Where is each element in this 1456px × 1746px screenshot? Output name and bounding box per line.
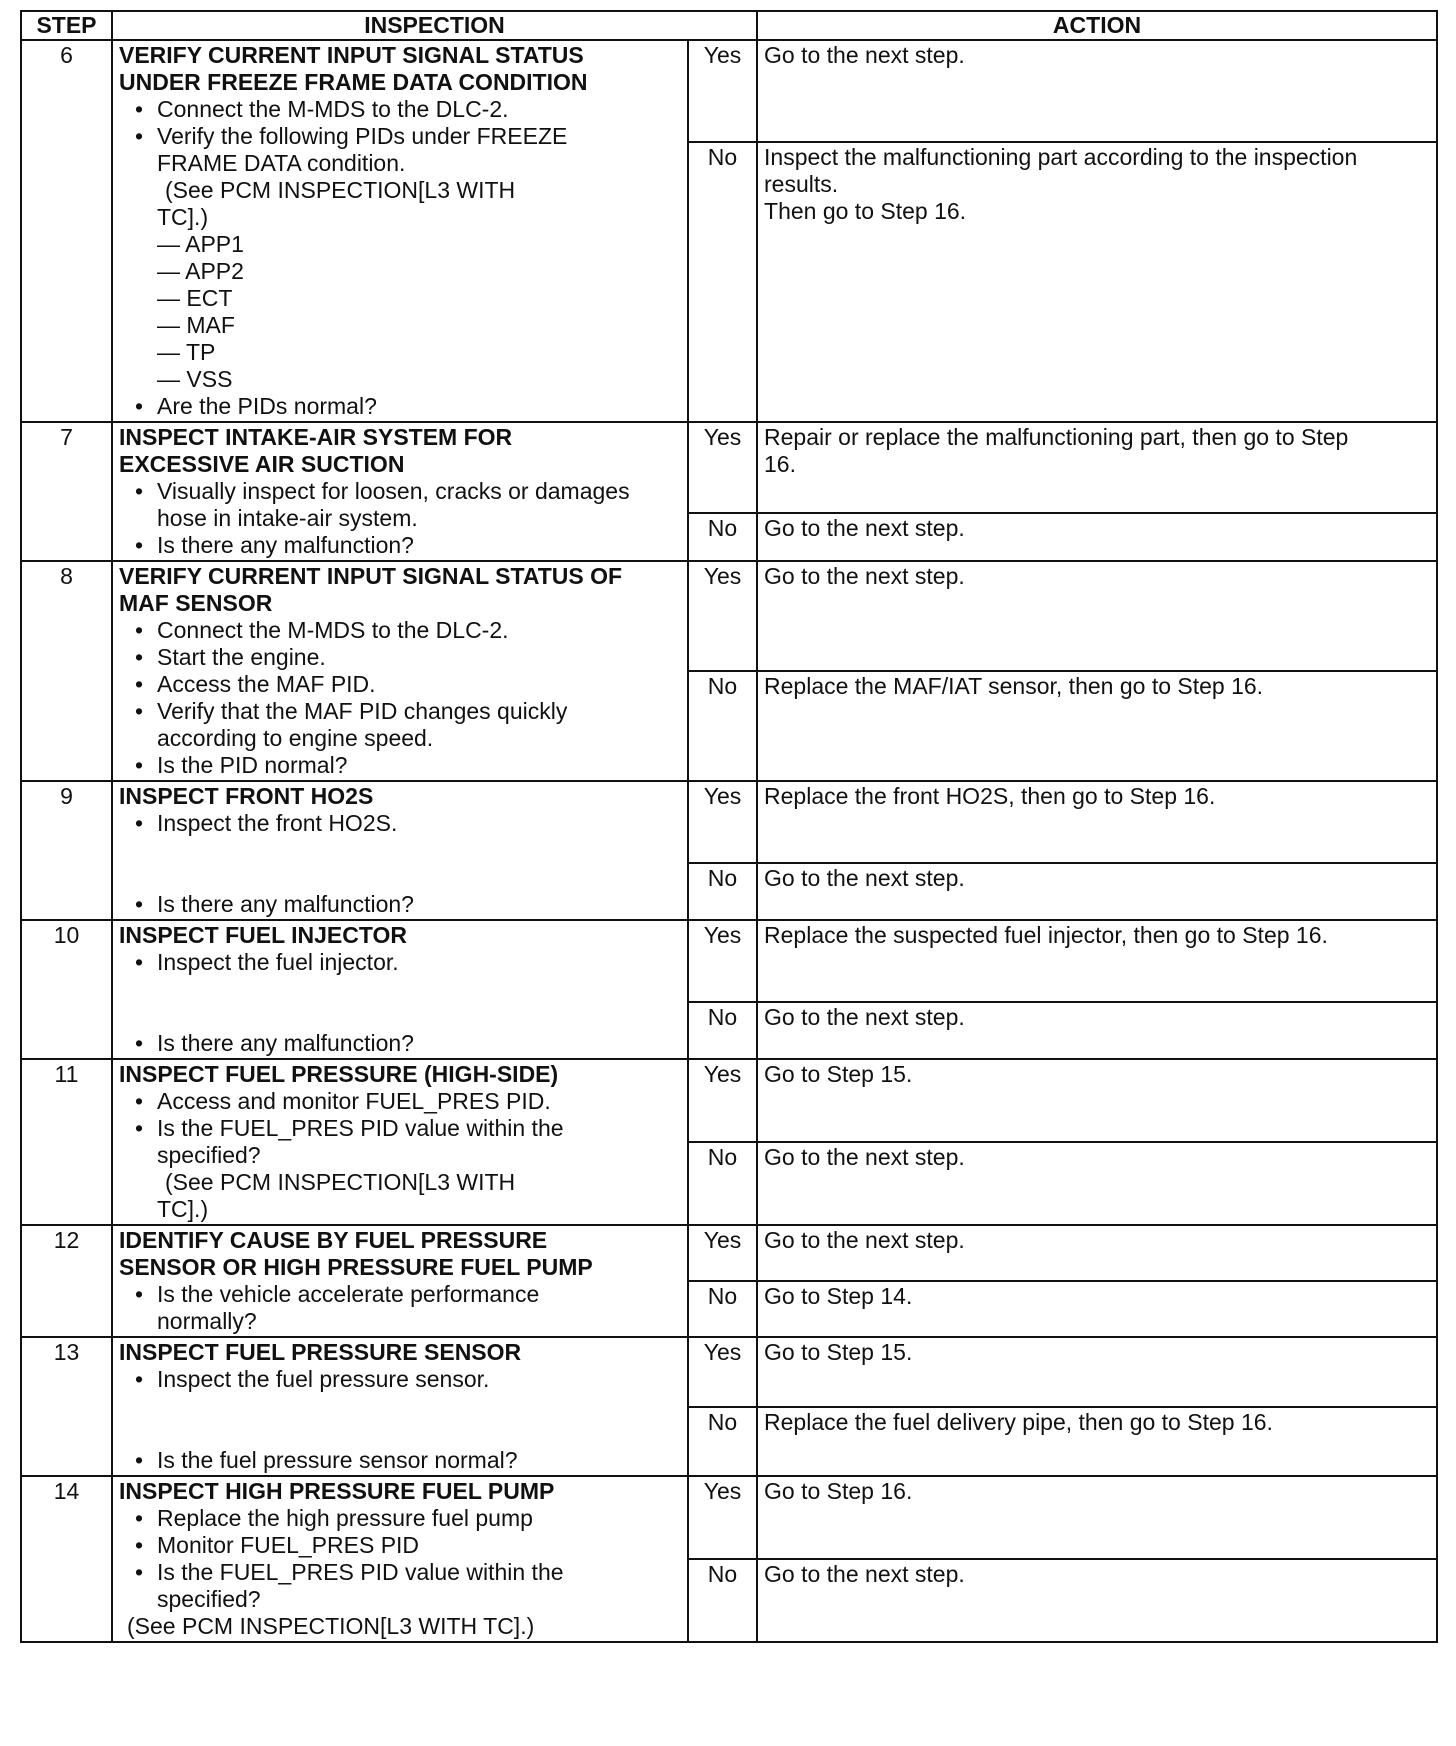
step-7-yes-row: [21, 422, 1437, 513]
line: results.: [764, 171, 839, 198]
yes-action: Go to Step 15.: [757, 1059, 1437, 1142]
step-number: 9: [21, 781, 112, 920]
no-action: Go to Step 14.: [757, 1281, 1437, 1337]
step-title: INSPECT FUEL PRESSURE SENSOR: [119, 1339, 522, 1365]
inspection-cell: [112, 422, 688, 561]
no-label: No: [688, 1002, 757, 1059]
list-item: • Inspect the front HO2S.: [127, 810, 681, 837]
list-item: • Is the PID normal?: [127, 752, 681, 779]
no-action: Go to the next step.: [757, 1142, 1437, 1225]
inspection-list: [119, 1447, 681, 1474]
table-header-row: [21, 11, 1437, 40]
inspection-cell: [112, 781, 688, 920]
step-title: IDENTIFY CAUSE BY FUEL PRESSURE: [119, 1227, 548, 1253]
step-number: 11: [21, 1059, 112, 1225]
no-action: Go to the next step.: [757, 1559, 1437, 1642]
inspection-list: [119, 96, 681, 177]
yes-action: Go to the next step.: [757, 561, 1437, 671]
step-title: VERIFY CURRENT INPUT SIGNAL STATUS OF: [119, 563, 623, 589]
no-label: No: [688, 863, 757, 920]
list-item: [127, 1559, 681, 1613]
list-item: [127, 1115, 681, 1169]
line: • Is the vehicle accelerate performance: [157, 1281, 540, 1307]
line: • Is the FUEL_PRES PID value within the: [157, 1559, 564, 1585]
no-action: [757, 142, 1437, 422]
step-number: 6: [21, 40, 112, 422]
step-number: 7: [21, 422, 112, 561]
no-label: No: [688, 671, 757, 781]
inspection-list: [119, 949, 681, 976]
line: • Visually inspect for loosen, cracks or damages: [157, 478, 630, 504]
inspection-list: [119, 1366, 681, 1393]
list-item: • Are the PIDs normal?: [127, 393, 681, 420]
yes-label: Yes: [688, 40, 757, 142]
step-title: EXCESSIVE AIR SUCTION: [119, 451, 405, 477]
yes-label: Yes: [688, 1225, 757, 1281]
inspection-cell: [112, 1059, 688, 1225]
pid-item: — ECT: [157, 285, 233, 311]
inspection-cell: [112, 1337, 688, 1476]
no-label: No: [688, 513, 757, 561]
line: • Verify the following PIDs under FREEZE: [157, 123, 568, 149]
step-number: 12: [21, 1225, 112, 1337]
line: • Verify that the MAF PID changes quickly: [157, 698, 568, 724]
header-action: ACTION: [757, 11, 1437, 40]
reference-line: TC].): [157, 1196, 209, 1222]
yes-action: [757, 422, 1437, 513]
line: Inspect the malfunctioning part according to the inspection: [764, 144, 1358, 171]
step-title: INSPECT FUEL INJECTOR: [119, 922, 407, 948]
yes-label: Yes: [688, 920, 757, 1002]
inspection-list: [119, 393, 681, 420]
step-title: SENSOR OR HIGH PRESSURE FUEL PUMP: [119, 1254, 593, 1280]
list-item: • Access the MAF PID.: [127, 671, 681, 698]
step-13-yes-row: [21, 1337, 1437, 1407]
yes-label: Yes: [688, 1337, 757, 1407]
list-item: • Replace the high pressure fuel pump: [127, 1505, 681, 1532]
no-action: Go to the next step.: [757, 513, 1437, 561]
line: normally?: [157, 1308, 257, 1334]
line: hose in intake-air system.: [157, 505, 418, 531]
list-item: [127, 123, 681, 177]
yes-action: Go to Step 16.: [757, 1476, 1437, 1559]
step-title: INSPECT FRONT HO2S: [119, 783, 374, 809]
reference-line: (See PCM INSPECTION[L3 WITH: [165, 177, 516, 203]
list-item: [127, 478, 681, 532]
list-item: • Is there any malfunction?: [127, 532, 681, 559]
step-8-yes-row: [21, 561, 1437, 671]
inspection-list: [119, 891, 681, 918]
inspection-cell: [112, 40, 688, 422]
list-item: • Connect the M-MDS to the DLC-2.: [127, 96, 681, 123]
line: specified?: [157, 1142, 261, 1168]
line: Repair or replace the malfunctioning part, then go to Step: [764, 424, 1349, 450]
inspection-list: [119, 810, 681, 837]
line: • Is the FUEL_PRES PID value within the: [157, 1115, 564, 1141]
yes-action: Replace the front HO2S, then go to Step 16.: [757, 781, 1437, 863]
step-10-yes-row: [21, 920, 1437, 1002]
no-action: Replace the fuel delivery pipe, then go to Step 16.: [757, 1407, 1437, 1477]
line: according to engine speed.: [157, 725, 434, 751]
header-step: STEP: [21, 11, 112, 40]
no-label: No: [688, 1281, 757, 1337]
list-item: • Start the engine.: [127, 644, 681, 671]
diagnostic-table: [20, 10, 1438, 1643]
line: 16.: [764, 451, 796, 477]
inspection-cell: [112, 1476, 688, 1642]
list-item: • Connect the M-MDS to the DLC-2.: [127, 617, 681, 644]
list-item: • Is there any malfunction?: [127, 891, 681, 918]
no-action: Go to the next step.: [757, 1002, 1437, 1059]
inspection-cell: [112, 920, 688, 1059]
list-item: • Inspect the fuel pressure sensor.: [127, 1366, 681, 1393]
step-number: 8: [21, 561, 112, 781]
reference-line: TC].): [157, 204, 209, 230]
yes-action: Go to Step 15.: [757, 1337, 1437, 1407]
line: FRAME DATA condition.: [157, 150, 406, 176]
yes-label: Yes: [688, 1476, 757, 1559]
step-11-yes-row: [21, 1059, 1437, 1142]
inspection-cell: [112, 1225, 688, 1337]
yes-label: Yes: [688, 422, 757, 513]
spacer: [119, 1393, 681, 1447]
no-label: No: [688, 142, 757, 422]
pid-item: — APP2: [157, 258, 244, 284]
inspection-list: [119, 1030, 681, 1057]
header-inspection: INSPECTION: [112, 11, 757, 40]
no-action: Go to the next step.: [757, 863, 1437, 920]
no-label: No: [688, 1407, 757, 1477]
yes-action: Go to the next step.: [757, 1225, 1437, 1281]
list-item: [127, 698, 681, 752]
inspection-list: [119, 478, 681, 559]
step-title: INSPECT INTAKE-AIR SYSTEM FOR: [119, 424, 513, 450]
step-6-yes-row: [21, 40, 1437, 142]
inspection-list: [119, 1281, 681, 1335]
step-title: MAF SENSOR: [119, 590, 273, 616]
spacer: [119, 976, 681, 1030]
yes-action: Replace the suspected fuel injector, then go to Step 16.: [757, 920, 1437, 1002]
list-item: • Monitor FUEL_PRES PID: [127, 1532, 681, 1559]
step-title: INSPECT HIGH PRESSURE FUEL PUMP: [119, 1478, 555, 1504]
list-item: [127, 1281, 681, 1335]
step-title: VERIFY CURRENT INPUT SIGNAL STATUS: [119, 42, 584, 68]
step-number: 10: [21, 920, 112, 1059]
yes-label: Yes: [688, 1059, 757, 1142]
step-14-yes-row: [21, 1476, 1437, 1559]
no-label: No: [688, 1142, 757, 1225]
reference-line: (See PCM INSPECTION[L3 WITH: [165, 1169, 516, 1195]
step-9-yes-row: [21, 781, 1437, 863]
step-title: UNDER FREEZE FRAME DATA CONDITION: [119, 69, 588, 95]
pid-item: — APP1: [157, 231, 244, 257]
line: specified?: [157, 1586, 261, 1612]
yes-label: Yes: [688, 561, 757, 671]
yes-action: Go to the next step.: [757, 40, 1437, 142]
step-12-yes-row: [21, 1225, 1437, 1281]
diagnostic-procedure: [20, 10, 1436, 1643]
no-label: No: [688, 1559, 757, 1642]
spacer: [119, 837, 681, 891]
pid-item: — VSS: [157, 366, 233, 392]
step-number: 14: [21, 1476, 112, 1642]
pid-item: — TP: [157, 339, 216, 365]
step-number: 13: [21, 1337, 112, 1476]
yes-label: Yes: [688, 781, 757, 863]
list-item: • Is the fuel pressure sensor normal?: [127, 1447, 681, 1474]
inspection-list: [119, 1088, 681, 1169]
pid-item: — MAF: [157, 312, 235, 338]
inspection-cell: [112, 561, 688, 781]
step-title: INSPECT FUEL PRESSURE (HIGH-SIDE): [119, 1061, 559, 1087]
reference-line: (See PCM INSPECTION[L3 WITH TC].): [127, 1613, 535, 1639]
list-item: • Access and monitor FUEL_PRES PID.: [127, 1088, 681, 1115]
inspection-list: [119, 617, 681, 779]
line: Then go to Step 16.: [764, 198, 967, 225]
no-action: Replace the MAF/IAT sensor, then go to Step 16.: [757, 671, 1437, 781]
list-item: • Inspect the fuel injector.: [127, 949, 681, 976]
inspection-list: [119, 1505, 681, 1613]
list-item: • Is there any malfunction?: [127, 1030, 681, 1057]
